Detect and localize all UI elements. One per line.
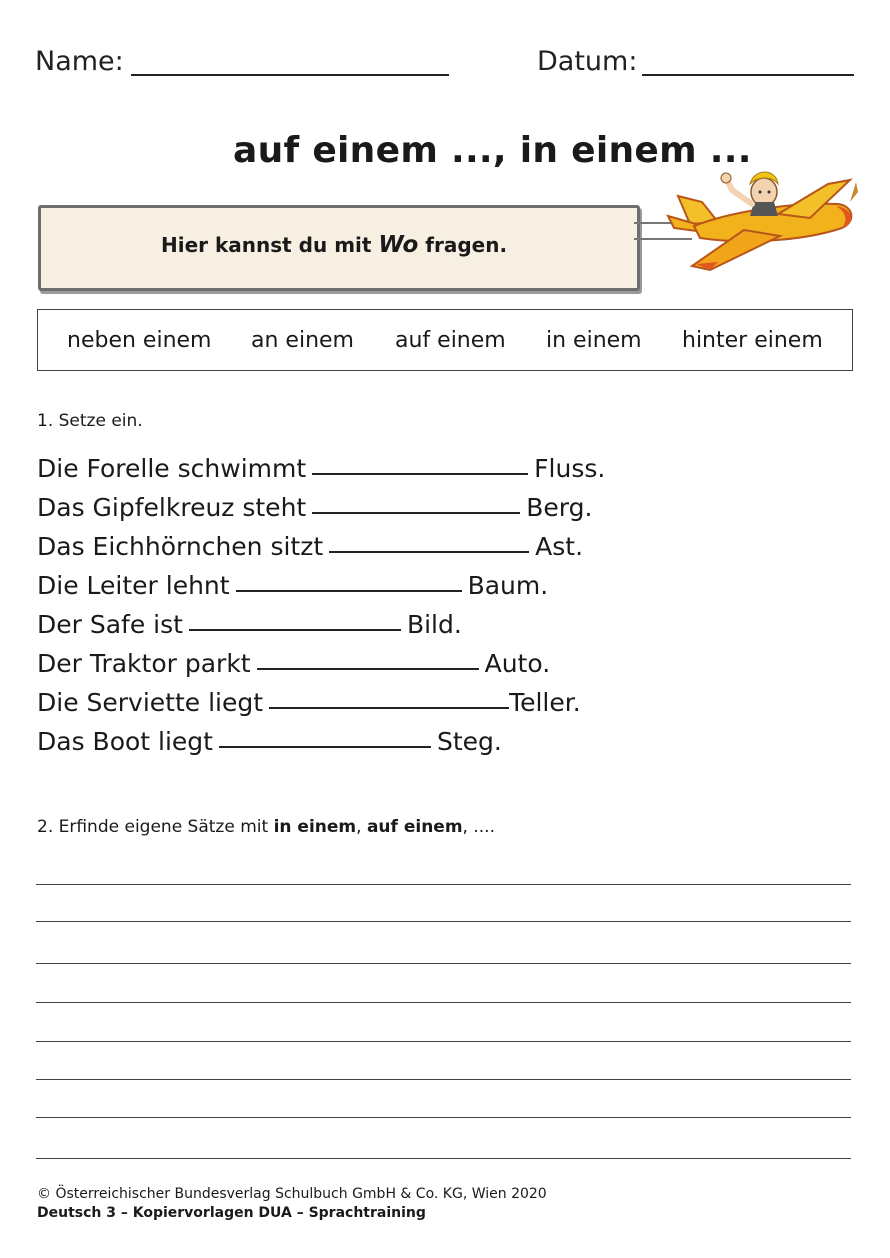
sentence-row <box>37 532 583 561</box>
fill-blank[interactable] <box>312 512 520 514</box>
writing-line[interactable] <box>36 963 851 964</box>
sentence-start: Die Serviette liegt <box>37 688 264 717</box>
sentence-end: Teller. <box>509 688 581 717</box>
task2-label <box>37 817 495 837</box>
sentence-start: Die Forelle schwimmt <box>37 454 307 483</box>
word-option: hinter einem <box>682 328 823 353</box>
sentence-end: Steg. <box>436 727 502 756</box>
sentence-start: Der Safe ist <box>37 610 183 639</box>
task2-sep: , <box>356 817 367 837</box>
sentence-end: Fluss. <box>534 454 606 483</box>
writing-line[interactable] <box>36 1041 851 1042</box>
page-title: auf einem ..., in einem ... <box>233 130 752 171</box>
word-option: auf einem <box>395 328 506 353</box>
sentence-row <box>37 688 581 717</box>
sentence-start: Der Traktor parkt <box>37 649 251 678</box>
sentence-end: Baum. <box>467 571 549 600</box>
footer-series: Deutsch 3 – Kopiervorlagen DUA – Sprachtraining <box>37 1205 426 1221</box>
fill-blank[interactable] <box>257 668 479 670</box>
footer-copyright: © Österreichischer Bundesverlag Schulbuch GmbH & Co. KG, Wien 2020 <box>37 1186 547 1202</box>
sentence-row <box>37 610 462 639</box>
task2-bold-auf-einem: auf einem <box>366 817 463 837</box>
hint-emphasis-wo: Wo <box>378 232 419 258</box>
date-field[interactable] <box>642 74 854 76</box>
hint-text-after: fragen. <box>418 233 508 257</box>
name-label: Name: <box>35 46 124 77</box>
writing-line[interactable] <box>36 1117 851 1118</box>
fill-blank[interactable] <box>236 590 462 592</box>
sentence-row <box>37 571 548 600</box>
task2-bold-in-einem: in einem <box>273 817 357 837</box>
hint-text-before: Hier kannst du mit <box>161 233 379 257</box>
sentence-row <box>37 454 605 483</box>
sentence-end: Berg. <box>526 493 593 522</box>
task2-label-text: 2. Erfinde eigene Sätze mit <box>37 817 274 837</box>
sentence-start: Das Gipfelkreuz steht <box>37 493 307 522</box>
fill-blank[interactable] <box>329 551 529 553</box>
date-label: Datum: <box>537 46 638 77</box>
sentence-row <box>37 727 502 756</box>
fill-blank[interactable] <box>189 629 401 631</box>
sentence-row <box>37 649 550 678</box>
word-option: an einem <box>251 328 354 353</box>
hint-banner <box>38 205 640 291</box>
sentence-end: Bild. <box>406 610 462 639</box>
fill-blank[interactable] <box>219 746 431 748</box>
name-field[interactable] <box>131 74 449 76</box>
word-box <box>37 309 853 371</box>
word-option: in einem <box>546 328 642 353</box>
airplane-pilot-illustration <box>660 162 860 274</box>
writing-line[interactable] <box>36 921 851 922</box>
sentence-end: Ast. <box>535 532 584 561</box>
task2-label-end: , .... <box>462 817 495 837</box>
sentence-start: Das Eichhörnchen sitzt <box>37 532 324 561</box>
fill-blank[interactable] <box>269 707 509 709</box>
writing-line[interactable] <box>36 1158 851 1159</box>
task1-label: 1. Setze ein. <box>37 411 143 431</box>
writing-line[interactable] <box>36 884 851 885</box>
sentence-end: Auto. <box>484 649 551 678</box>
hint-text <box>161 232 507 258</box>
word-option: neben einem <box>67 328 212 353</box>
writing-line[interactable] <box>36 1079 851 1080</box>
sentence-start: Das Boot liegt <box>37 727 213 756</box>
sentence-start: Die Leiter lehnt <box>37 571 230 600</box>
sentence-row <box>37 493 592 522</box>
writing-line[interactable] <box>36 1002 851 1003</box>
fill-blank[interactable] <box>312 473 528 475</box>
